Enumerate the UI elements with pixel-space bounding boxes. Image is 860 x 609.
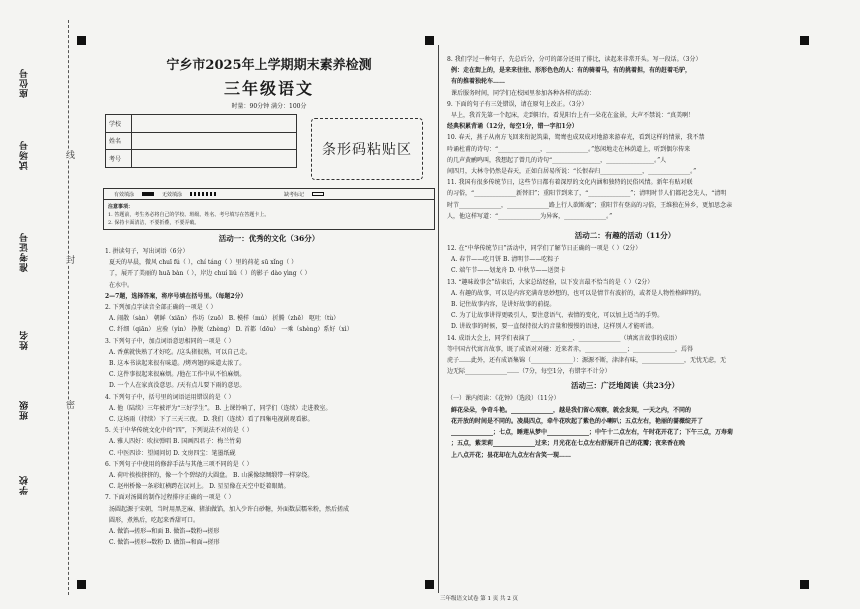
seal-word: 封 (64, 255, 74, 264)
exam-no-cell: 考号 (106, 150, 132, 168)
name-input[interactable] (132, 132, 297, 150)
question-line: C. 端午节——划龙舟 D. 中秋节——送贺卡 (451, 267, 566, 275)
corner-marker (800, 36, 809, 45)
question-line: 3. 下列句子中，加点词语意思相同的一项是（ ） (105, 337, 235, 345)
question-line: A. 香蕉就快熟了才好吃。/这头猪很熟，可以自己走。 (109, 348, 252, 356)
activity2-questions (445, 243, 805, 377)
question-line: B. 记住故事内容，是讲好故事的前提。 (451, 301, 556, 309)
right-column (445, 48, 805, 593)
question-line: 夏天的早晨，微风 chuī fú（ ），chí táng（ ）里的荷花 sū xǐng（ ） (109, 259, 298, 267)
school-cell: 学校 (106, 115, 132, 133)
question-line: 早上，我首先第一个起床，走到阳台，看见阳台上有一朵花在盆景，大声不禁说：“真美啊！ (451, 112, 695, 120)
left-column (103, 48, 435, 593)
valid-fill-mark (142, 192, 154, 196)
seat-no-label: 座位号 (20, 68, 30, 98)
question-line: 14. 成语大会上，同学们表演了______________、______________（填寓言故事的成语） (447, 334, 681, 342)
activity3-heading: 活动三：广泛地阅读（共23分） (571, 381, 679, 391)
question-line: （一）课内阅读：《花钟》（选段）（11分） (447, 395, 560, 403)
name-label: 姓名 (20, 330, 30, 350)
question-line: A. 他（陆续）三年被评为“三好学生”。 B. 上课铃响了，同学们（连续）走进教室。 (109, 404, 332, 412)
question-line: B. 这本书读起来很有味道。/烤鸡翅的味道太浓了。 (109, 360, 246, 368)
exam-title: 宁乡市2025年上学期期末素养检测 (166, 58, 372, 73)
question-line: ；五点，紫茉莉______________过来；月光花在七点左右舒展开自己的花瓣；夜来香在晚 (451, 440, 686, 448)
question-line: 10. 春天，燕子从南方飞回来衔泥筑巢，鸳鸯也成双成对地游来游春光，看到这样的情景，我不禁 (447, 134, 705, 142)
question-line: 经典积累背诵（12分，每空1分，错一字扣1分） (447, 123, 578, 131)
question-line: 了，展开了美丽的 huā bàn（ ），岸边 chuí liǔ（ ）的影子 dào yìng（ ） (109, 270, 311, 278)
absent-mark[interactable] (312, 192, 324, 196)
column-divider (438, 45, 439, 593)
question-line: 2. 下列加点字读音全部正确的一项是（ ） (105, 304, 217, 312)
question-line: 7. 下面对汤圆的制作过程排序正确的一项是（ ） (105, 494, 235, 502)
corner-marker (425, 36, 434, 45)
question-line: 汤圆起源于宋朝，当时用黑芝麻、猪油做馅，加入少许白砂糖，外面数层糯米粉，然后搓成 (109, 505, 350, 513)
question-line: C. 做馅→搓形→数粉 D. 做馅→和面→搓形 (109, 539, 220, 547)
question-line: 11. 我国有很多传统节日，这些节日都有着深厚的文化内涵和独特的民俗风情。新年有贴对联 (447, 179, 693, 187)
question-line: 9. 下面的句子有三处错误，请在原句上改正。（3分） (447, 100, 588, 108)
question-line: 等中国古代寓言故事，既了成语对对碰：近来者赤，______________；______________，焉得 (447, 345, 694, 353)
question-line: 6. 下列句子中使用的修辞手法与其他三项不同的是（ ） (105, 460, 253, 468)
question-line: 花开放的时间是不同的。凌晨四点，牵牛花吹起了紫色的小喇叭；五点左右，艳丽的蔷薇绽开了 (451, 417, 704, 425)
invalid-fill-mark (190, 192, 216, 196)
question-line: A. 闹散（sàn） 朝鲜（xiān） 作坊（zuō） B. 模样（mú） 折腾（zhē） 呕吐（tù） (109, 315, 340, 323)
student-info (103, 114, 435, 184)
notice-title: 注意事项： (108, 204, 134, 210)
question-line: 有的推着独轮车…… (451, 78, 506, 86)
question-line: A. 荷叶挨挨挤挤的，像一个个碧绿的大圆盘。 B. 山溪像绿绸缎带一样穿绕。 (109, 472, 314, 480)
question-line: 例：走在街上的，是来来往往、形形色色的人：有的骑着马，有的挑着担，有的赶着毛驴， (451, 67, 692, 75)
question-line: 12. 在“中华传统节日”活动中，同学们了解节日正确的一项是（ ）（2分） (447, 245, 642, 253)
question-line: A. 做馅→搓形→和面 B. 做馅→数粉→搓形 (109, 528, 220, 536)
question-line: 在水中。 (109, 281, 134, 289)
question-line: A. 春节——吃月饼 B. 清明节——吃粽子 (451, 256, 560, 264)
activity1-heading: 活动一：优秀的文化（36分） (218, 234, 320, 243)
question-line: A. 有趣的故事，可以是内容充满奇思妙想的，也可以是情节有波折的，或者是人物性格鲜明的。 (451, 289, 706, 297)
id-no-label: 准考证号 (20, 232, 30, 272)
page-footer: 三年级语文试卷 第 1 页 共 2 页 (440, 596, 518, 602)
question-line: ______________；七点，睡莲从梦中______________；中午十二点左右，午时花开花了；下午三点，万寿菊 (451, 429, 734, 437)
activity3-questions (445, 393, 805, 460)
question-line: 圆形，煮熟后，吃起来香甜可口。 (109, 516, 200, 524)
question-line: D. 一个人在家真没意思。/天有点儿要下雨的意思。 (109, 382, 246, 390)
question-line: C. 这场雨（持续）下了三天三夜。 D. 我们（连续）看了四集电视剧观看影。 (109, 416, 314, 424)
binding-margin (0, 0, 92, 609)
question-line: 课后服务时间，同学们在校园里参加各种各样的活动： (451, 89, 596, 97)
school-label: 学校 (20, 475, 30, 495)
school-input[interactable] (132, 115, 297, 133)
barcode-area: 条形码粘贴区 (311, 118, 423, 180)
question-line: 时节______________，______________路上行人欲断魂”；重阳节有登高的习俗，王维独在异乡，更加思念亲 (447, 201, 733, 209)
class-label: 班级 (20, 400, 30, 420)
question-line: 8. 我们学过一种句子，先总后分，分可的部分还用了排比，读起来非常开头。写一段话。（3分） (447, 56, 702, 63)
question-line: 虎子……此外，还有成语集锦（______________）：源源不断，津津有味，______________，无忧无虑，无 (447, 357, 727, 365)
name-cell: 姓名 (106, 132, 132, 150)
question-line: 上八点开花；昙花却在九点左右含笑一现…… (451, 451, 572, 459)
question-line: 5. 关于中华传统文化中的“四”，下列说法不对的是（ ） (105, 427, 253, 435)
question-line: 边无际______________……（7分，每空1分，有错字不计分） (447, 368, 611, 376)
notice-box (103, 200, 435, 230)
notice-line: 1. 答题前，考生务必将自己的学校、班级、姓名、考号填写在答题卡上。 (108, 212, 270, 218)
secret-word: 密 (64, 400, 74, 409)
notice-line: 2. 保持卡面清洁，不要折叠，不要弄破。 (108, 220, 200, 226)
question-line: 间四月，大林寺仍然是春天，正如白居易所说：“长恨春归______________，______________。” (447, 168, 697, 176)
cut-line (68, 20, 69, 595)
question-line: C. 中医四诊：望闻问切 D. 文房四宝：笔墨纸砚 (109, 449, 236, 457)
question-line: C. 纤细（qiān） 应验（yìn） 挣脱（zhèng） D. 首都（dōu） 一乘（shèng）系好（xì） (109, 326, 353, 334)
question-line: 吟诵杜甫的诗句：“______________，______________。”悠闲地走在林荫道上，听到偶尔传来 (447, 145, 691, 153)
exam-no-input[interactable] (132, 150, 297, 168)
question-line: 2—7题，选择答案，将序号填在括号里。（每题2分） (105, 292, 247, 300)
question-line: 人，他这样写道：“______________为异客，______________。” (447, 212, 613, 220)
fill-legend (103, 188, 435, 200)
right-top-questions (445, 54, 805, 222)
question-line: 鲜花朵朵，争奇斗艳。______________，越是我们留心观察，就会发现，一天之内，不同的 (451, 406, 692, 414)
question-line: 的习俗，“______________新替旧”；重阳节到来了，“______________”；清明时节人们都祀念先人，“清明 (447, 190, 727, 198)
activity1-questions (103, 246, 435, 548)
invalid-fill-label: 无效填涂 (162, 191, 183, 198)
exam-subject: 三年级语文 (223, 79, 314, 98)
exam-room-label: 试场号 (20, 140, 30, 170)
question-line: A. 雅人四好：吹拉弹唱 B. 国画四君子：梅兰竹菊 (109, 438, 242, 446)
valid-fill-label: 有效填涂 (114, 191, 135, 198)
exam-meta: 时量：90分钟 满分：100分 (231, 103, 307, 110)
question-line: C. 这件事很起来很麻烦。/他在工作中从不怕麻烦。 (109, 371, 246, 379)
question-line: C. 为了让故事讲得更吸引人，要注意语气、表情的变化，可以加上适当的手势。 (451, 312, 664, 320)
question-line: 的几声黄鹂鸣叫，我想起了曾几的诗句“________________，________________。”人 (447, 156, 667, 164)
question-line: 4. 下列句子中，括号里的词语运用错误的是（ ） (105, 393, 235, 401)
info-table (105, 114, 297, 168)
question-line: D. 讲故事的时候，要一直保持很大的音量和慢慢的语速，这样别人才能听清。 (451, 323, 658, 331)
line-word: 线 (64, 150, 74, 159)
question-line: C. 赵州桥像一条彩虹横跨在汉河上。 D. 星星像在天空中眨着眼睛。 (109, 483, 290, 491)
question-line: 1. 拼读句子，写出词语（6分） (105, 248, 189, 255)
activity2-heading: 活动二：有趣的活动（11分） (574, 231, 676, 241)
question-line: 13. “趣味故事会”结束后，大家总结经验，以下发言最不恰当的是（ ）（2分） (447, 278, 654, 286)
absent-label: 缺考标记 (284, 191, 305, 198)
